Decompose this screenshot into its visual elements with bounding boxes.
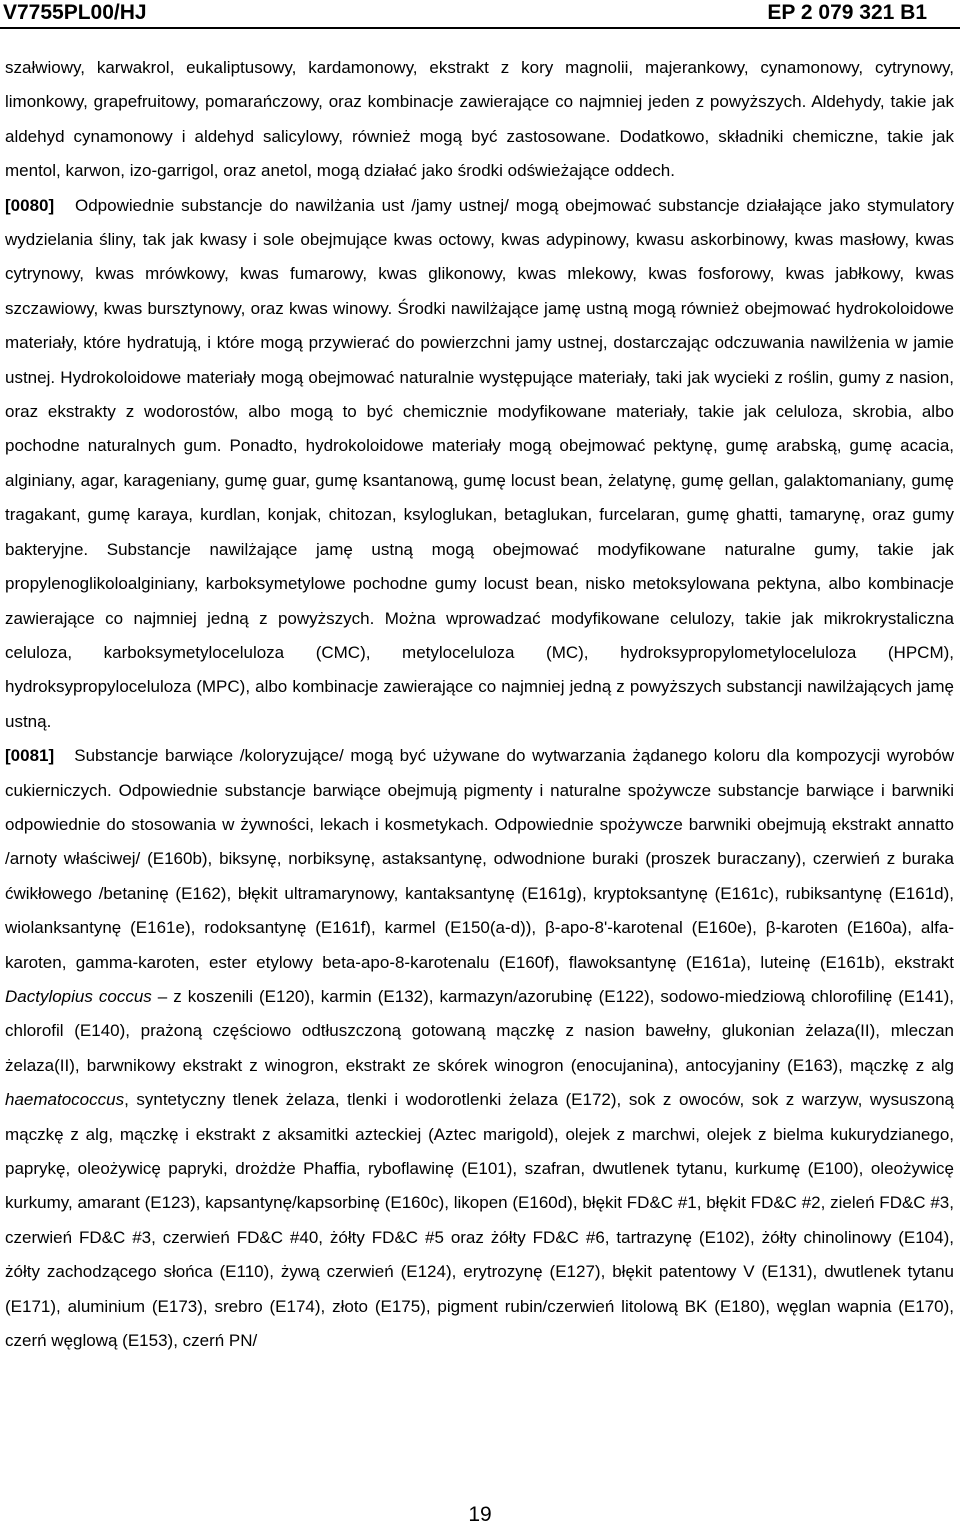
paragraph-0080 bbox=[5, 189, 954, 740]
paragraph-text: szałwiowy, karwakrol, eukaliptusowy, kardamonowy, ekstrakt z kory magnolii, majerankowy, cynamonowy, cytrynowy, limonkowy, grapefruitowy, pomarańczowy, oraz kombinacje zawierające co najmniej jeden z powyższych. Aldehydy, takie jak aldehyd cynamonowy i aldehyd salicylowy, również mogą być zastosowane. Dodatkowo, składniki chemiczne, takie jak mentol, karwon, izo-garrigol, oraz anetol, mogą działać jako środki odświeżające oddech. bbox=[5, 58, 954, 181]
patent-number: EP 2 079 321 B1 bbox=[767, 1, 927, 24]
genus-name-italic: haematococcus bbox=[5, 1090, 125, 1110]
species-name-italic: Dactylopius coccus bbox=[5, 986, 152, 1006]
paragraph-text: , syntetyczny tlenek żelaza, tlenki i wodorotlenki żelaza (E172), sok z owoców, sok z warzyw, wysuszoną mączkę z alg, mączkę i ekstrakt z aksamitki azteckiej (Aztec marigold), olejek z marchwi, olejek z bielma kukurydzianego, paprykę, oleożywicę papryki, drożdże Phaffia, ryboflawinę (E101), szafran, dwutlenek tytanu, kurkumę (E100), oleożywicę kurkumy, amarant (E123), kapsantynę/kapsorbinę (E160c), likopen (E160d), błękit FD&C #1, błękit FD&C #2, zieleń FD&C #3, czerwień FD&C #3, czerwień FD&C #40, żółty FD&C #5 oraz żółty FD&C #6, tartrazynę (E102), żółty chinolinowy (E104), żółty zachodzącego słońca (E110), żywą czerwień (E124), erytrozynę (E127), błękit patentowy V (E131), dwutlenek tytanu (E171), aluminium (E173), srebro (E174), złoto (E175), pigment rubin/czerwień litolową BK (E180), węglan wapnia (E170), czerń węglową (E153), czerń PN/ bbox=[5, 1090, 954, 1351]
paragraph-continuation bbox=[5, 51, 954, 189]
page-header bbox=[0, 0, 960, 26]
paragraph-number: [0081] bbox=[5, 746, 55, 766]
paragraph-text: Substancje barwiące /koloryzujące/ mogą być używane do wytwarzania żądanego koloru dla kompozycji wyrobów cukierniczych. Odpowiednie substancje barwiące obejmują pigmenty i naturalne spożywcze substancje barwiące i barwniki odpowiednie do stosowania w żywności, lekach i kosmetykach. Odpowiednie spożywcze barwniki obejmują ekstrakt annatto /arnoty właściwej/ (E160b), biksynę, norbiksynę, astaksantynę, odwodnione buraki (proszek buraczany), czerwień z buraka ćwikłowego /betaninę (E162), błękit ultramarynowy, kantaksantynę (E161g), kryptoksantynę (E161c), rubiksantynę (E161d), wiolanksantynę (E161e), rodoksantynę (E161f), karmel (E150(a-d)), β-apo-8'-karotenal (E160e), β-karoten (E160a), alfa-karoten, gamma-karoten, ester etylowy beta-apo-8-karotenalu (E160f), flawoksantynę (E161a), luteinę (E161b), ekstrakt bbox=[5, 746, 954, 972]
document-body bbox=[5, 51, 954, 1358]
paragraph-text: Odpowiednie substancje do nawilżania ust /jamy ustnej/ mogą obejmować substancje działające jako stymulatory wydzielania śliny, tak jak kwasy i sole obejmujące kwas octowy, kwas adypinowy, kwasu askorbinowy, kwas masłowy, kwas cytrynowy, kwas mrówkowy, kwas fumarowy, kwas glikonowy, kwas mlekowy, kwas fosforowy, kwas jabłkowy, kwas szczawiowy, kwas bursztynowy, oraz kwas winowy. Środki nawilżające jamę ustną mogą również obejmować hydrokoloidowe materiały, które hydratują, i które mogą przywierać do powierzchni jamy ustnej, dostarczając odczuwania nawilżenia w jamie ustnej. Hydrokoloidowe materiały mogą obejmować naturalnie występujące materiały, taki jak wycieki z roślin, gumy z nasion, oraz ekstrakty z wodorostów, albo mogą to być chemicznie modyfikowane materiały, takie jak celuloza, skrobia, albo pochodne naturalnych gum. Ponadto, hydrokoloidowe materiały mogą obejmować pektynę, gumę arabską, gumę acacia, alginiany, agar, karageniany, gumę guar, gumę ksantanową, gumę locust bean, żelatynę, gumę gellan, galaktomaniany, gumę tragakant, gumę karaya, kurdlan, konjak, chitozan, ksyloglukan, betaglukan, furcelaran, gumę ghatti, tamarynę, oraz gumy bakteryjne. Substancje nawilżające jamę ustną mogą obejmować modyfikowane naturalne gumy, takie jak propylenoglikoloalginiany, karboksymetylowe pochodne gumy locust bean, nisko metoksylowana pektyna, albo kombinacje zawierające co najmniej jedną z powyższych. Można wprowadzać modyfikowane celulozy, takie jak mikrokrystaliczna celuloza, karboksymetyloceluloza (CMC), metyloceluloza (MC), hydroksypropylometyloceluloza (HPCM), hydroksypropyloceluloza (MPC), albo kombinacje zawierające co najmniej jedną z powyższych substancji nawilżających jamę ustną. bbox=[5, 195, 955, 731]
paragraph-text: – z koszenili (E120), karmin (E132), karmazyn/azorubinę (E122), sodowo-miedziową chlorofilinę (E141), chlorofil (E140), prażoną częściowo odtłuszczoną gotowaną mączkę z nasion bawełny, glukonian żelaza(II), mleczan żelaza(II), barwnikowy ekstrakt z winogron, ekstrakt ze skórek winogron (enocujanina), antocyjaniny (E163), mączkę z alg bbox=[5, 986, 954, 1075]
paragraph-0081 bbox=[5, 739, 954, 1358]
paragraph-number: [0080] bbox=[5, 195, 55, 215]
header-rule bbox=[0, 27, 960, 29]
document-code: V7755PL00/HJ bbox=[3, 1, 147, 24]
page-number: 19 bbox=[468, 1503, 492, 1526]
